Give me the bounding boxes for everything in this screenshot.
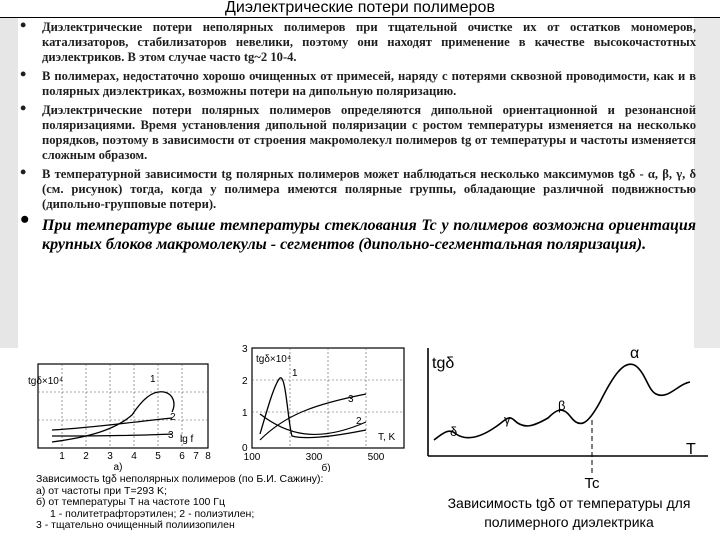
figB-ytick: 2 (242, 376, 248, 387)
tc-label: Tc (584, 475, 600, 492)
peak-delta: δ (450, 424, 458, 439)
figA-xticks (59, 451, 211, 462)
bullet-nonpolar-losses: • Диэлектрические потери неполярных полимеров при тщательной очистке их от остатков мономеров, катализаторов, стабилизаторов невелики, поэтому они находят применение в качестве высокочастотных диэлектриков. В этом случае часто tg~2 10-4. (42, 20, 696, 65)
figC-ylabel: tgδ (432, 355, 455, 372)
figB-yticks (242, 344, 248, 454)
figA-xtick: 8 (205, 451, 211, 462)
peak-beta: β (558, 398, 566, 413)
figA-xtick: 5 (155, 451, 161, 462)
figA-curve-label-1: 1 (150, 374, 156, 385)
figB-ytick: 1 (242, 408, 248, 419)
caption-line: 3 - тщательно очищенный полиизопилен (36, 519, 235, 531)
caption-line: 1 - политетрафторэтилен; 2 - полиэтилен; (50, 507, 255, 520)
curve-2 (260, 414, 366, 434)
figA-xtick: 6 (179, 451, 185, 462)
figA-sublabel: а) (113, 462, 123, 472)
slide-title: Диэлектрические потери полимеров (225, 0, 495, 16)
caption-line: Зависимость tgδ неполярных полимеров (по Б.И. Сажину): (36, 473, 324, 485)
figB-ylabel: tgδ×10⁴ (256, 354, 292, 365)
figB-xtick: 100 (243, 452, 261, 463)
curve-3 (52, 434, 172, 436)
bullet-impure-polymers: • В полимерах, недостаточно хорошо очищенных от примесей, наряду с потерями сквозной проводимости, как и в полярных диэлектриках, возможны потери на дипольную поляризацию. (42, 69, 696, 99)
figB-xtick: 500 (367, 452, 385, 463)
caption-polymer-dielectric: Зависимость tgδ от температуры для полимерного диэлектрика (447, 495, 691, 530)
bullet-list (20, 20, 696, 254)
figB-xtick: 300 (305, 452, 323, 463)
figA-xtick: 3 (107, 451, 113, 462)
figC-xlabel: T (686, 441, 696, 458)
figB-ytick: 0 (242, 443, 248, 454)
figA-xtick: 1 (59, 451, 65, 462)
figB-sublabel: б) (321, 463, 331, 472)
figA-xlabel: lg f (180, 434, 194, 445)
figB-curve-label-2: 2 (356, 416, 362, 427)
figB-xticks (244, 452, 385, 463)
title-divider (0, 17, 720, 18)
caption-line: б) от температуры T на частоте 100 Гц (36, 496, 225, 508)
figure-temperature-dependence (226, 344, 416, 472)
bullet-polar-losses: • Диэлектрические потери полярных полимеров определяются дипольной ориентационной и резонансной поляризациями. Время установления дипольной поляризации с ростом температуры изменяется на несколько порядков, поэтому в зависимости от строения макромолекул полимеров tg от температуры и частоты изменяется сложным образом. (42, 103, 696, 163)
figA-xtick: 4 (131, 451, 137, 462)
figA-xtick: 7 (193, 451, 199, 462)
text-content (20, 20, 696, 258)
figure-polymer-loss-peaks (424, 344, 714, 494)
caption-line: а) от частоты при T=293 K; (36, 484, 167, 497)
caption-nonpolar (36, 474, 323, 532)
figA-xtick: 2 (83, 451, 89, 462)
figB-xlabel: T, K (378, 432, 396, 443)
figA-curve-label-2: 2 (170, 412, 176, 423)
figB-curve-label-1: 1 (292, 368, 298, 379)
peak-gamma: γ (504, 412, 511, 427)
figure-frequency-dependence (22, 360, 218, 472)
bullet-glass-transition: • При температуре выше температуры стеклования Tc у полимеров возможна ориентация крупных блоков макромолекулы - сегментов (дипольно-сегментальная поляризация). (42, 216, 696, 254)
figB-ytick: 3 (242, 344, 248, 355)
left-margin-band (0, 18, 18, 348)
figA-curve-label-3: 3 (168, 430, 174, 441)
bullet-temperature-dependence: • В температурной зависимости tg полярных полимеров может наблюдаться несколько максимумов tgδ - α, β, γ, δ (см. рисунок) тогда, когда у полимера имеются полярные группы, обладающие различной подвижностью (дипольно-групповые потери). (42, 167, 696, 212)
peak-alpha: α (630, 345, 640, 362)
figA-ylabel: tgδ×10⁴ (28, 376, 64, 387)
right-margin-band (694, 18, 720, 348)
figB-curve-label-3: 3 (348, 394, 354, 405)
